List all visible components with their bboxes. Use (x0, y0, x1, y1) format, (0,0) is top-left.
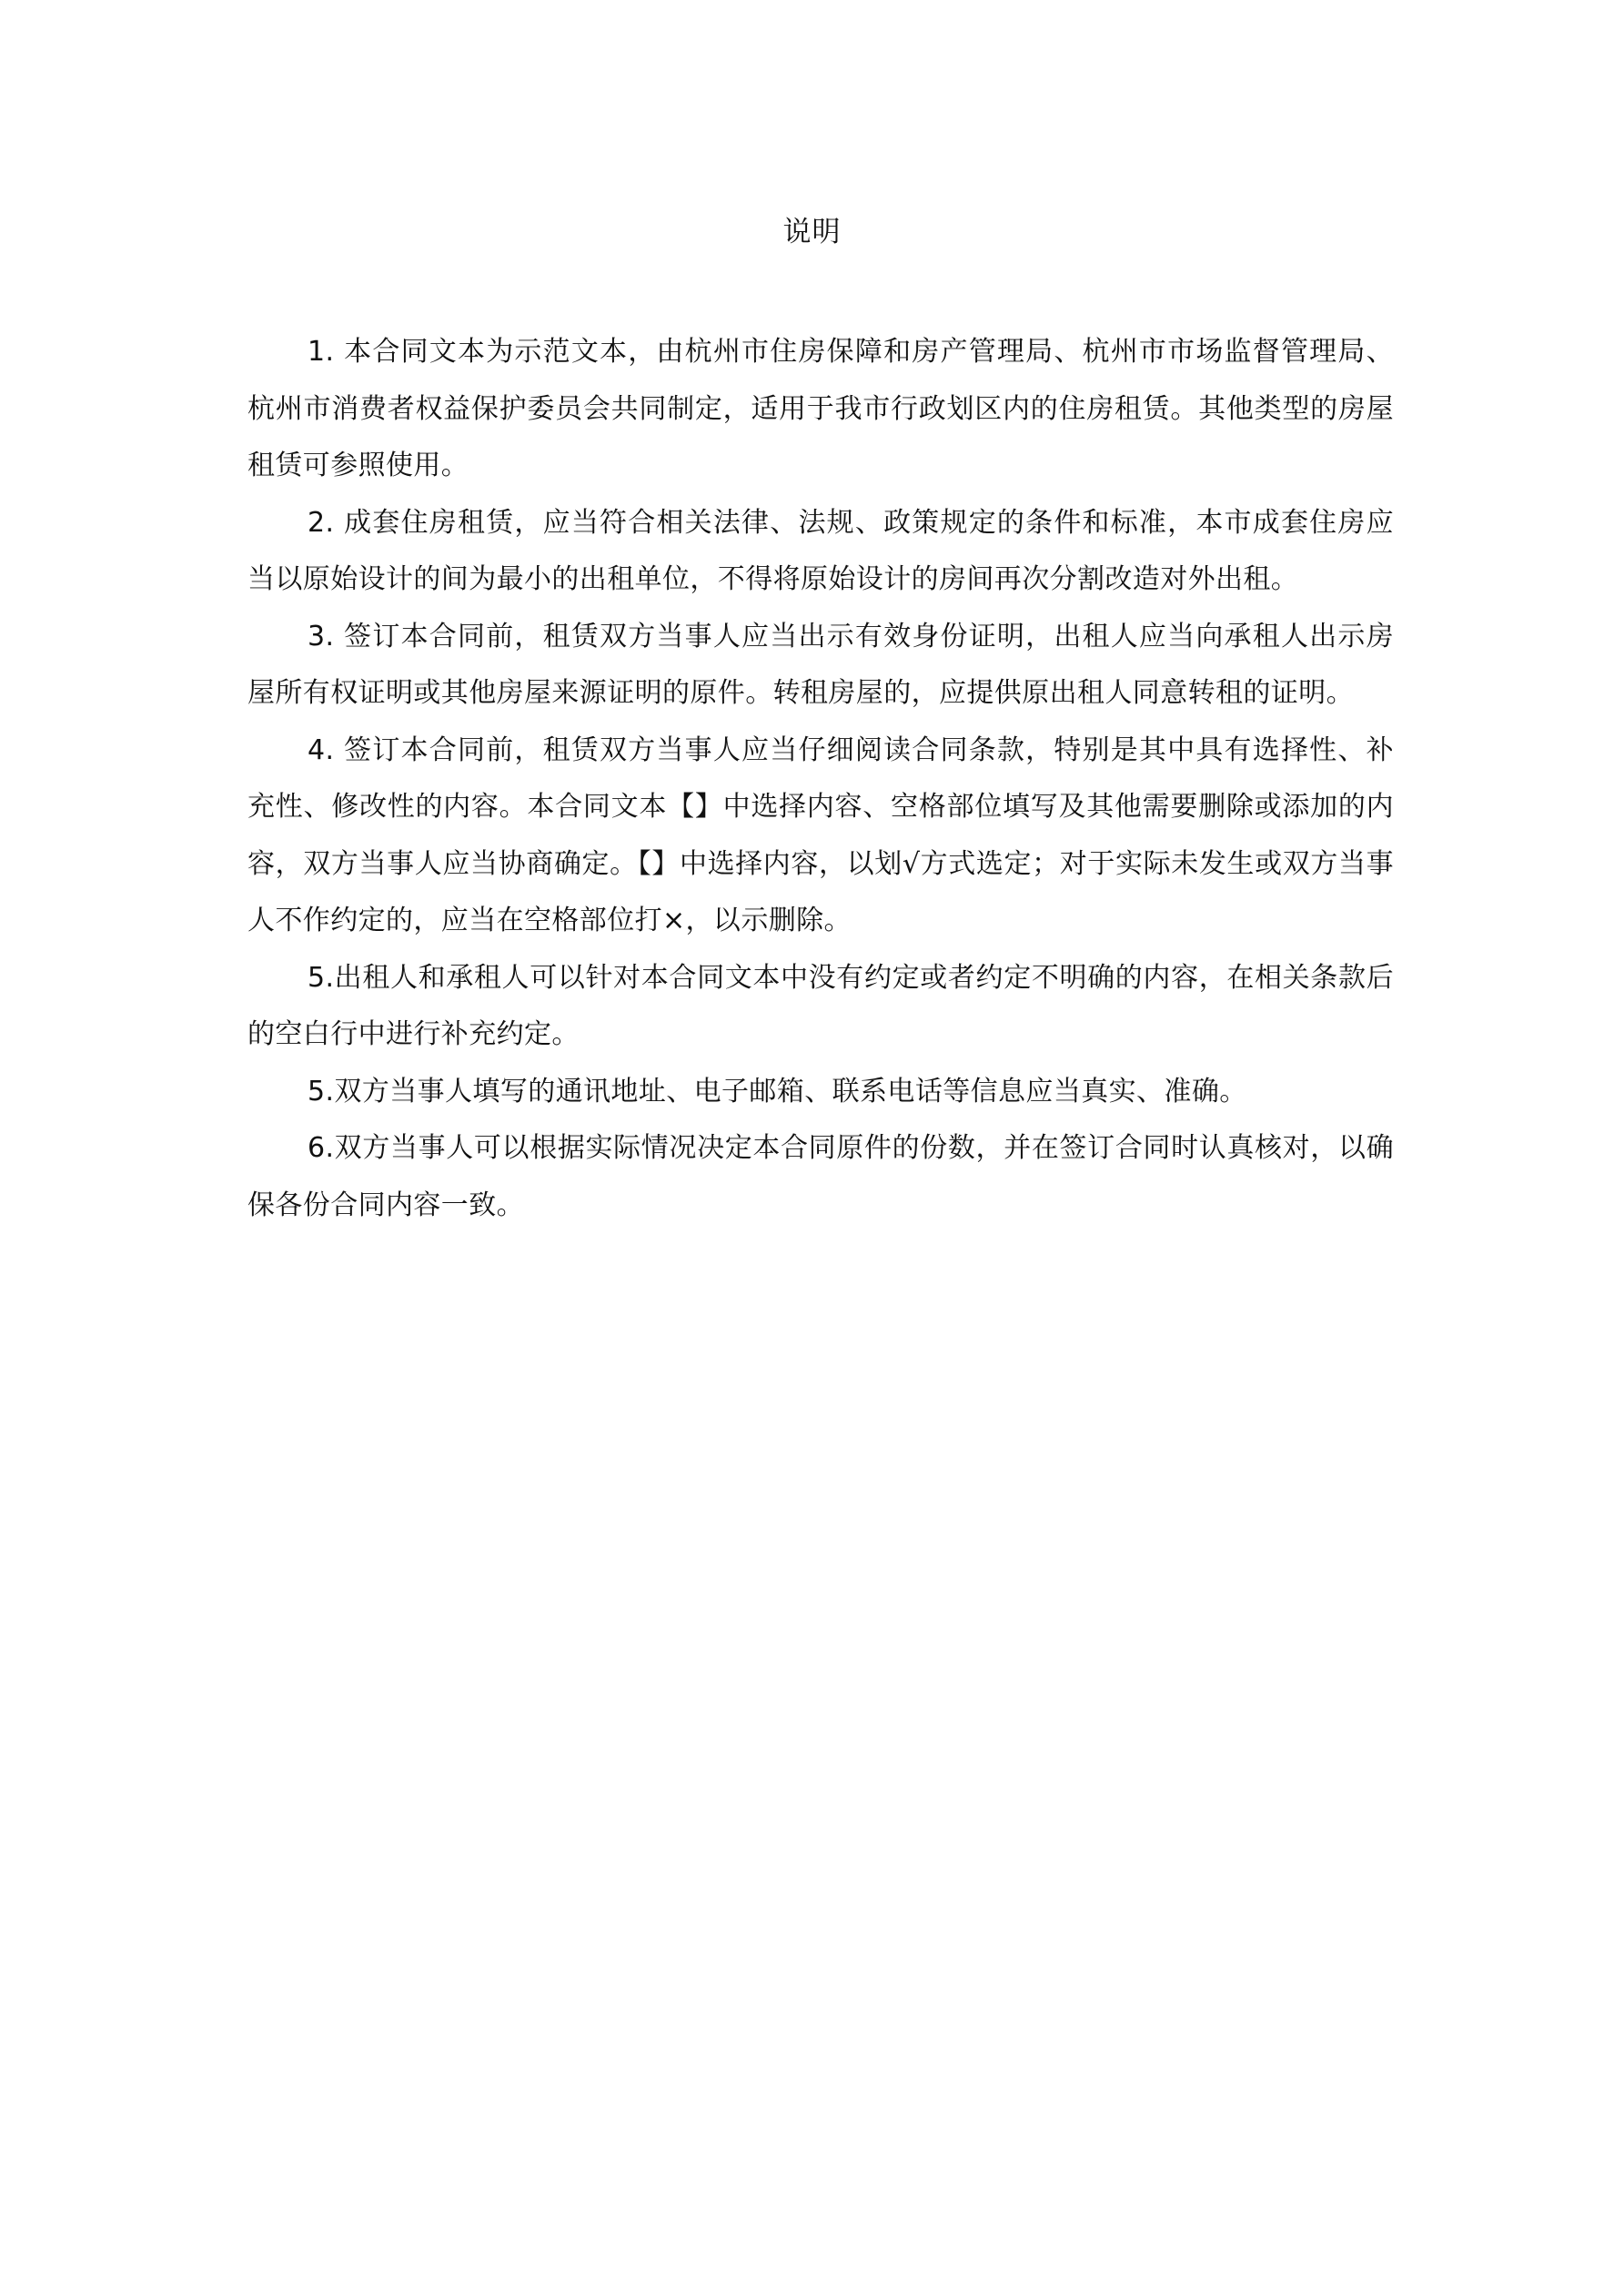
paragraph-5a: 5.出租人和承租人可以针对本合同文本中没有约定或者约定不明确的内容，在相关条款后的空白行中进行补充约定。 (247, 961, 1394, 1050)
paragraph-3: 3. 签订本合同前，租赁双方当事人应当出示有效身份证明，出租人应当向承租人出示房屋所有权证明或其他房屋来源证明的原件。转租房屋的，应提供原出租人同意转租的证明。 (247, 620, 1394, 709)
paragraph-4: 4. 签订本合同前，租赁双方当事人应当仔细阅读合同条款，特别是其中具有选择性、补充性、修改性的内容。本合同文本【】中选择内容、空格部位填写及其他需要删除或添加的内容，双方当事人应当协商确定。【】中选择内容，以划√方式选定；对于实际未发生或双方当事人不作约定的，应当在空格部位打×，以示删除。 (247, 733, 1394, 936)
paragraph-2: 2. 成套住房租赁，应当符合相关法律、法规、政策规定的条件和标准，本市成套住房应当以原始设计的间为最小的出租单位，不得将原始设计的房间再次分割改造对外出租。 (247, 506, 1394, 595)
document-body (247, 324, 1394, 1234)
document-title: 说明 (782, 216, 842, 248)
paragraph-6: 6.双方当事人可以根据实际情况决定本合同原件的份数，并在签订合同时认真核对，以确保各份合同内容一致。 (247, 1132, 1394, 1221)
paragraph-1: 1. 本合同文本为示范文本，由杭州市住房保障和房产管理局、杭州市市场监督管理局、杭州市消费者权益保护委员会共同制定，适用于我市行政划区内的住房租赁。其他类型的房屋租赁可参照使用。 (247, 336, 1394, 481)
paragraph-5b: 5.双方当事人填写的通讯地址、电子邮箱、联系电话等信息应当真实、准确。 (308, 1075, 1247, 1108)
